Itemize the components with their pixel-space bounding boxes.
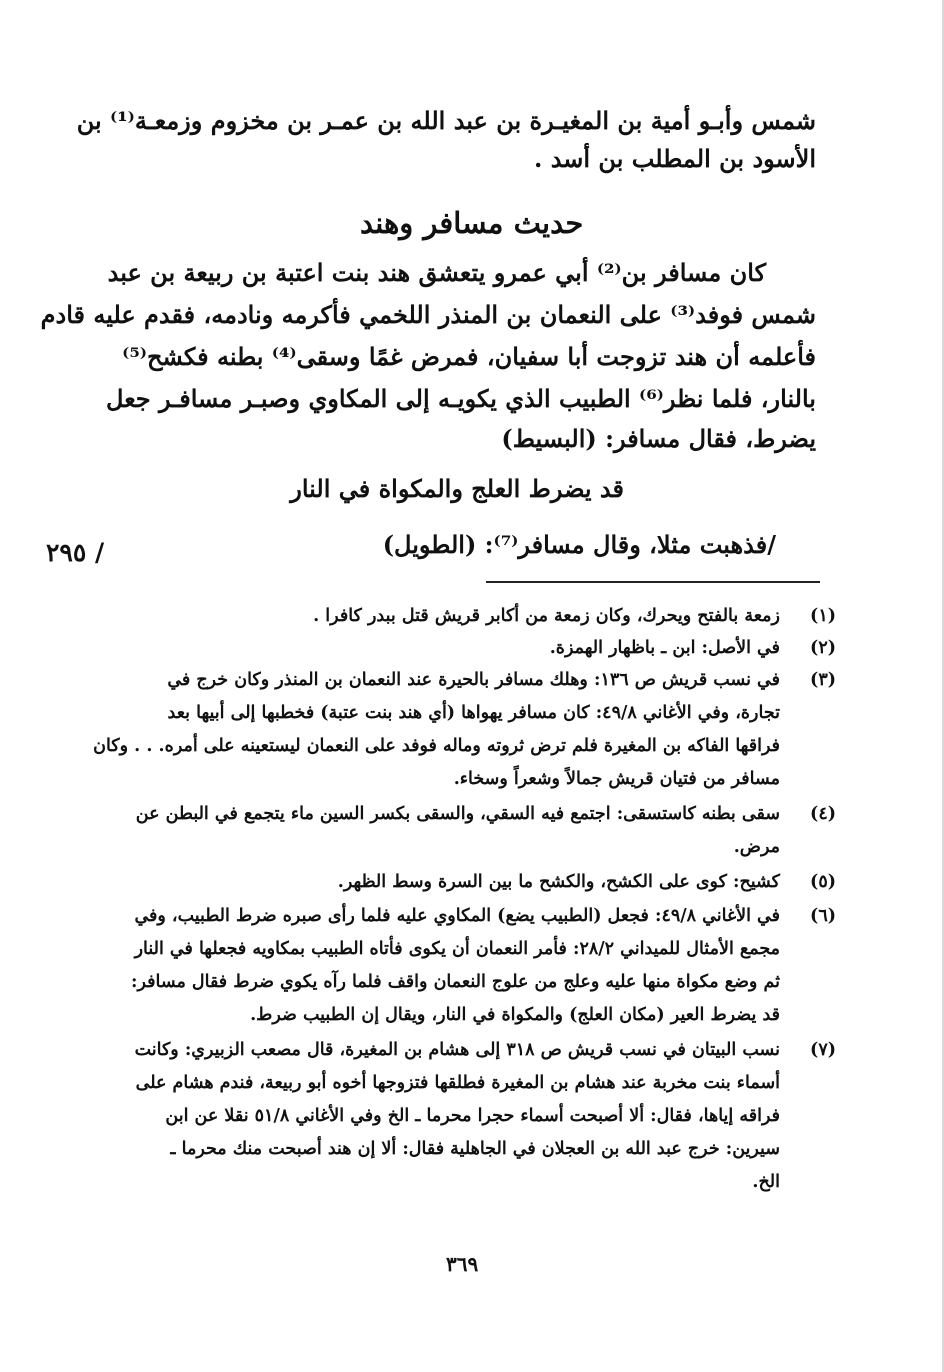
footnote-line: فراقه إياها، فقال: ألا أصبحت أسماء حجرا محرما ـ الخ وفي الأغاني ٥١/٨ نقلا عن ابن (165, 1106, 780, 1126)
footnote-line: مسافر من فتيان قريش جمالاً وشعراً وسخاء. (453, 769, 780, 789)
story-line-1: كان مسافر بن⁽²⁾ أبي عمرو يتعشق هند بنت اعتبة بن ربيعة بن عبد (107, 258, 766, 287)
footnote-number: (٢) (810, 638, 836, 658)
footnote-number: (٧) (810, 1040, 836, 1060)
intro-line-2: الأسود بن المطلب بن أسد . (533, 144, 816, 173)
footnote-line: تجارة، وفي الأغاني ٤٩/٨: كان مسافر يهواها (أي هند بنت عتبة) فخطبها إلى أبيها بعد (167, 703, 780, 723)
footnote-line: أسماء بنت مخربة عند هشام بن المغيرة فطلقها فتزوجها أخوه أبو ربيعة، فندم هشام على (135, 1073, 780, 1093)
story-line-5: يضرط، فقال مسافر: (البسيط) (501, 424, 816, 453)
footnote-line: كشيح: كوى على الكشح، والكشح ما بين السرة وسط الظهر. (337, 872, 780, 892)
verse-line-1: قد يضرط العلج والمكواة في النار (290, 474, 624, 503)
footnote-2 (126, 632, 836, 665)
footnote-line: سقى بطنه كاستسقى: اجتمع فيه السقي، والسقى بكسر السين ماء يتجمع في البطن عن (135, 804, 780, 824)
footnote-line: زمعة بالفتح ويحرك، وكان زمعة من أكابر قريش قتل ببدر كافرا . (313, 606, 780, 626)
footnote-number: (٤) (810, 804, 836, 824)
footnote-7 (126, 1034, 836, 1199)
footnote-line: نسب البيتان في نسب قريش ص ٣١٨ إلى هشام بن المغيرة، قال مصعب الزبيري: وكانت (134, 1040, 780, 1060)
page-number: ٣٦٩ (446, 1252, 479, 1276)
footnote-6 (126, 900, 836, 1032)
footnote-3 (93, 664, 836, 796)
footnote-line: مرض. (733, 837, 780, 857)
footnote-1 (126, 600, 836, 633)
footnote-line: فراقها الفاكه بن المغيرة فلم ترض ثروته وماله فوفد على النعمان ليستعينه على أمره. . . وكان (93, 736, 780, 756)
story-line-2: شمس فوفد⁽³⁾ على النعمان بن المنذر اللخمي فأكرمه ونادمه، فقدم عليه قادم (40, 300, 816, 329)
footnote-line: قد يضرط العير (مكان العلج) والمكواة في النار، ويقال إن الطبيب ضرط. (250, 1005, 780, 1025)
footnote-line: ثم وضع مكواة منها عليه وعلج من علوج النعمان واقف فلما رآه يكوي ضرط فقال مسافر: (131, 972, 780, 992)
footnote-line: مجمع الأمثال للميداني ٢٨/٢: فأمر النعمان أن يكوى فأتاه الطبيب بمكاويه فجعلها في النار (134, 939, 780, 959)
footnote-line: في نسب قريش ص ١٣٦: وهلك مسافر بالحيرة عند النعمان بن المنذر وكان خرج في (167, 670, 780, 690)
footnote-number: (٥) (810, 872, 836, 892)
footnote-line: في الأصل: ابن ـ باظهار الهمزة. (549, 638, 780, 658)
footnote-number: (١) (810, 606, 836, 626)
footnote-line: سيرين: خرج عبد الله بن العجلان في الجاهلية فقال: ألا إن هند أصبحت منك محرما ـ (170, 1139, 780, 1159)
footnote-5 (126, 866, 836, 899)
footnote-4 (126, 798, 836, 864)
story-line-4: بالنار، فلما نظر⁽⁶⁾ الطبيب الذي يكويـه إلى المكاوي وصبـر مسافـر جعل (106, 384, 816, 413)
story-line-3: فأعلمه أن هند تزوجت أبا سفيان، فمرض غمًا وسقى⁽⁴⁾ بطنه فكشح⁽⁵⁾ (122, 342, 816, 371)
footnote-line: الخ. (752, 1172, 780, 1192)
intro-line-1: شمس وأبـو أمية بن المغيـرة بن عبد الله بن عمـر بن مخزوم وزمعـة⁽¹⁾ بن (76, 106, 816, 135)
verse-line-2: /فذهبت مثلا، وقال مسافر⁽⁷⁾: (الطويل) (382, 530, 776, 559)
footnote-line: في الأغاني ٤٩/٨: فجعل (الطبيب يضع) المكاوي عليه فلما رأى صبره ضرط الطبيب، وفي (134, 906, 780, 926)
margin-page-reference: / ٢٩٥ (46, 538, 105, 567)
section-title: حديث مسافر وهند (360, 206, 584, 240)
footnote-number: (٦) (810, 906, 836, 926)
footnote-number: (٣) (810, 670, 836, 690)
footnote-rule (486, 581, 820, 583)
